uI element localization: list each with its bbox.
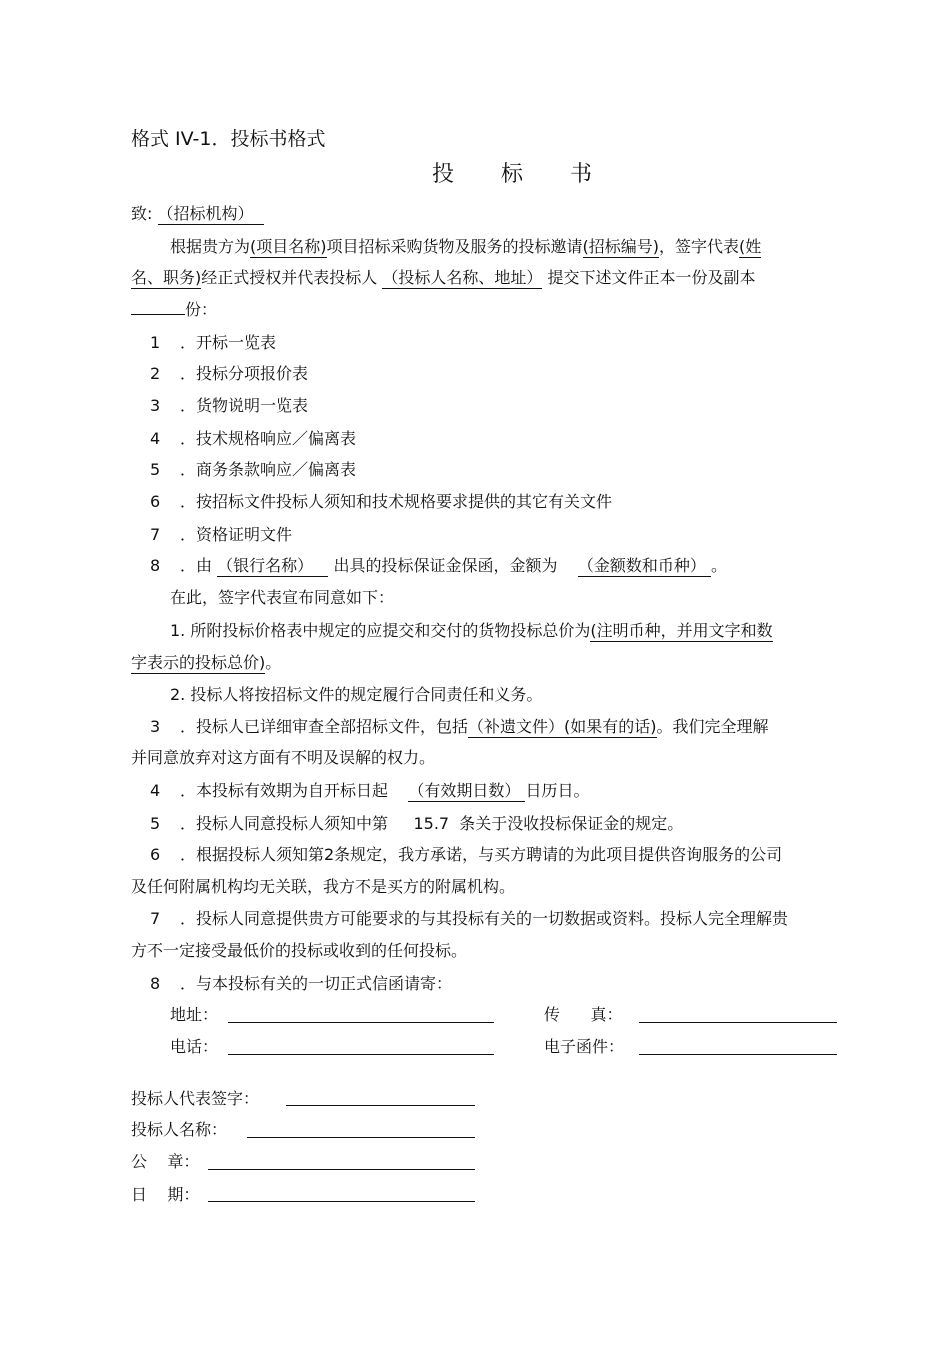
declaration-line: 在此，签字代表宣布同意如下： <box>170 588 395 607</box>
document-title: 投 标 书 <box>432 162 612 187</box>
addressee-line <box>131 203 264 225</box>
clause-6-line-1: 6 ．根据投标人须知第2条规定，我方承诺，与买方聘请的为此项目提供咨询服务的公司 <box>150 845 783 864</box>
address-label: 地址： <box>170 1005 219 1024</box>
doc-item-6: 6 ．按招标文件投标人须知和技术规格要求提供的其它有关文件 <box>150 492 613 511</box>
clause-7-line-1: 7 ．投标人同意提供贵方可能要求的与其投标有关的一切数据或资料。投标人完全理解贵 <box>150 909 789 928</box>
total-price-field-a: (注明币种，并用文字和数 <box>590 621 773 640</box>
doc-item-4: 4 ．技术规格响应／偏离表 <box>150 429 357 448</box>
total-price-field-b: 字表示的投标总价) <box>131 653 266 672</box>
tender-number-field: (招标编号) <box>582 237 660 256</box>
email-label: 电子函件： <box>544 1037 625 1056</box>
doc-item-3: 3 ．货物说明一览表 <box>150 396 309 415</box>
clause-4: 4 ．本投标有效期为自开标日起 （有效期日数） 日历日。 <box>150 781 590 800</box>
addendum-field: （补遗文件）(如果有的话) <box>468 717 657 736</box>
doc-item-5: 5 ．商务条款响应／偏离表 <box>150 460 357 479</box>
bank-name-field: （银行名称） <box>217 556 328 577</box>
clause-7-line-2: 方不一定接受最低价的投标或收到的任何投标。 <box>131 941 468 960</box>
clause-reference: 15.7 <box>413 814 450 833</box>
bidder-name-blank[interactable] <box>247 1137 475 1138</box>
rep-signature-label: 投标人代表签字： <box>131 1089 260 1108</box>
clause-1-line-1: 1. 所附投标价格表中规定的应提交和交付的货物投标总价为(注明币种，并用文字和数 <box>170 621 773 640</box>
form-heading: 格式 IV-1．投标书格式 <box>131 128 326 150</box>
signer-field-a: (姓 <box>739 237 762 256</box>
clause-1-line-2: 字表示的投标总价)。 <box>131 653 282 672</box>
clause-5: 5 ．投标人同意投标人须知中第 15.7 条关于没收投标保证金的规定。 <box>150 814 684 833</box>
doc-item-2: 2 ．投标分项报价表 <box>150 364 309 383</box>
bidder-name-label: 投标人名称： <box>131 1120 228 1139</box>
intro-line-1: 根据贵方为(项目名称)项目招标采购货物及服务的投标邀请(招标编号)，签字代表(姓 <box>170 237 762 256</box>
project-name-field: (项目名称) <box>250 237 327 256</box>
copies-blank <box>131 298 185 315</box>
clause-2: 2. 投标人将按招标文件的规定履行合同责任和义务。 <box>170 685 543 704</box>
addressee-blank: （招标机构） <box>158 204 264 225</box>
clause-8: 8 ．与本投标有关的一切正式信函请寄： <box>150 974 453 993</box>
phone-blank[interactable] <box>228 1054 494 1055</box>
clause-6-line-2: 及任何附属机构均无关联，我方不是买方的附属机构。 <box>131 877 516 896</box>
fax-label: 传 真： <box>544 1005 623 1024</box>
email-blank[interactable] <box>639 1054 837 1055</box>
phone-label: 电话： <box>170 1037 219 1056</box>
seal-blank[interactable] <box>208 1169 475 1170</box>
doc-item-8: 8 ．由 （银行名称） 出具的投标保证金保函，金额为 （金额数和币种） 。 <box>150 556 727 575</box>
validity-days-field: （有效期日数） <box>408 781 525 802</box>
intro-line-3: 份： <box>131 298 217 321</box>
clause-3-line-2: 并同意放弃对这方面有不明及误解的权力。 <box>131 748 436 767</box>
clause-3-line-1: 3 ．投标人已详细审查全部招标文件，包括（补遗文件）(如果有的话)。我们完全理解 <box>150 717 769 736</box>
date-label: 日 期： <box>131 1185 200 1204</box>
date-blank[interactable] <box>208 1201 475 1202</box>
signer-field-b: 名、职务) <box>131 268 202 287</box>
intro-line-2: 名、职务)经正式授权并代表投标人 （投标人名称、地址） 提交下述文件正本一份及副本 <box>131 268 756 287</box>
seal-label: 公 章： <box>131 1152 200 1171</box>
bidder-field: （投标人名称、地址） <box>382 268 543 287</box>
doc-item-1: 1 ．开标一览表 <box>150 333 277 352</box>
rep-signature-blank[interactable] <box>286 1105 475 1106</box>
addressee-label: 致: <box>131 204 153 223</box>
fax-blank[interactable] <box>639 1022 837 1023</box>
doc-item-7: 7 ．资格证明文件 <box>150 525 293 544</box>
guarantee-amount-field: （金额数和币种） <box>578 556 711 577</box>
address-blank[interactable] <box>228 1022 494 1023</box>
